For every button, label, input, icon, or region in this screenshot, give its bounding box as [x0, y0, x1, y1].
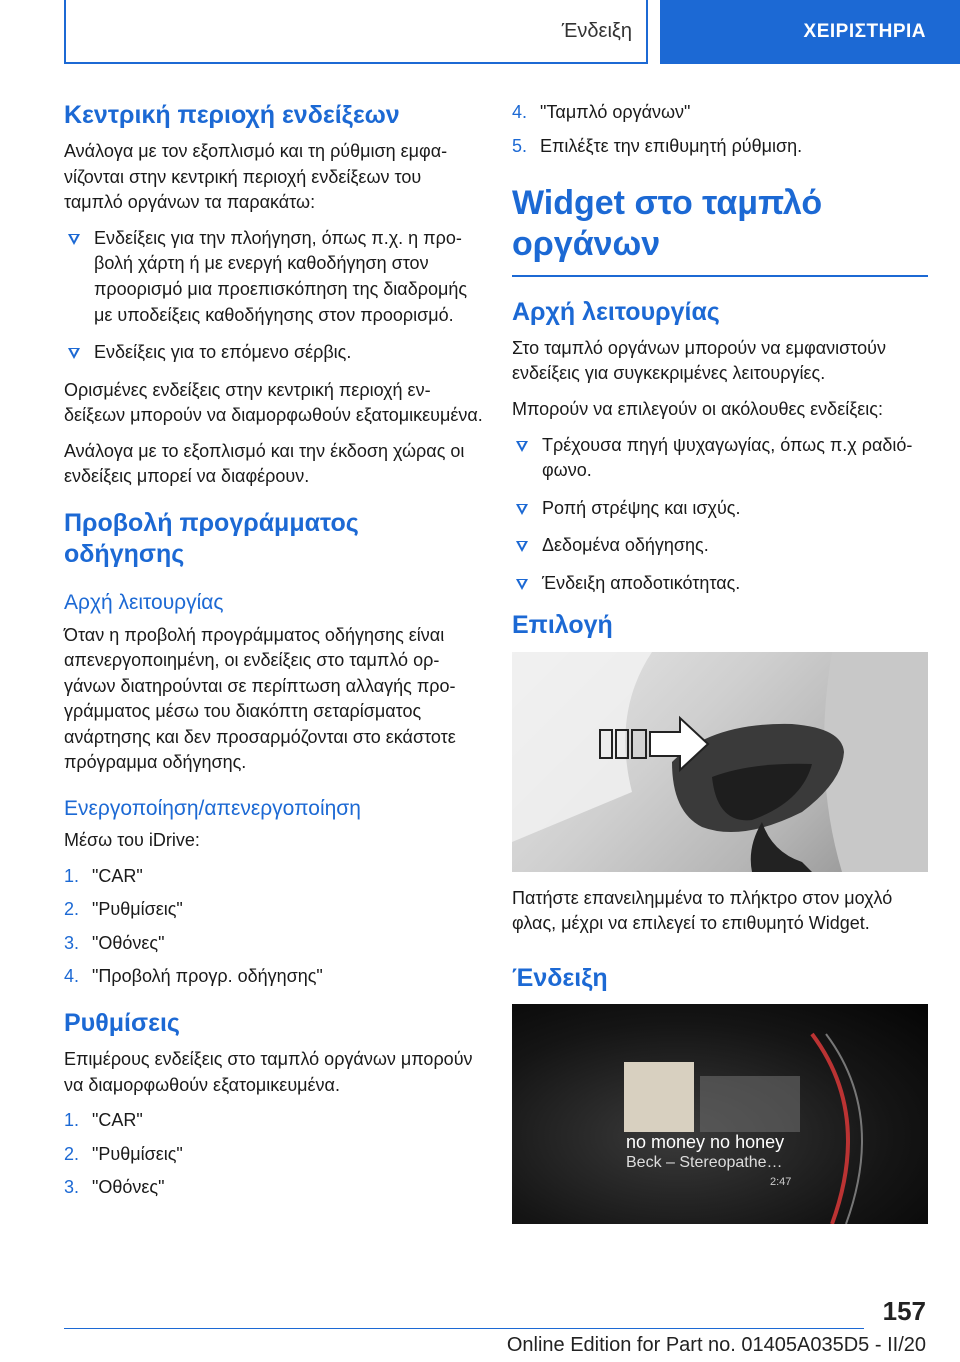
chapter-tab [660, 0, 960, 64]
step-item: 3. "Οθόνες" [64, 932, 165, 953]
cluster-frame [512, 1004, 928, 1224]
step-item: 2. "Ρυθμίσεις" [64, 899, 183, 920]
paragraph: Μπορούν να επιλεγούν οι ακόλουθες ενδείξεις: [512, 399, 883, 420]
step-item: 4. "Ταμπλό οργάνων" [512, 102, 691, 122]
triangle-bullet-icon [68, 234, 80, 245]
paragraph: Ανάλογα με το εξοπλισμό και την έκδοση χώρας οι ενδείξεις μπορεί να διαφέρουν. [64, 440, 465, 487]
step-item: 2. "Ρυθμίσεις" [64, 1143, 183, 1164]
artist-name: Beck – Stereopathe… [626, 1153, 783, 1171]
right-column [512, 100, 928, 1238]
paragraph: Μέσω του iDrive: [64, 830, 200, 851]
bullet-item: Τρέχουσα πηγή ψυχαγωγίας, όπως π.χ ραδιόφωνο. [512, 433, 928, 484]
bullet-list [512, 433, 928, 597]
bullet-item: Ένδειξη αποδοτικότητας. [512, 571, 928, 597]
turn-signal-stalk-image [512, 652, 928, 872]
steps-list [64, 864, 484, 990]
paragraph: Στο ταμπλό οργάνων μπορούν να εμφανιστούν ενδείξεις για συγκεκριμένες λειτουργίες. [512, 337, 886, 384]
step-item: 1. "CAR" [64, 1110, 143, 1131]
section-label: Ένδειξη [561, 19, 632, 42]
steps-list [64, 1108, 484, 1201]
heading-principle: Αρχή λειτουργίας [512, 297, 720, 326]
section-tab [64, 0, 648, 64]
bullet-item: Δεδομένα οδήγησης. [512, 533, 928, 559]
step-item: 1. "CAR" [64, 865, 143, 886]
step-item: 5. Επιλέξτε την επιθυμητή ρύθμιση. [512, 135, 803, 156]
album-cover-art [624, 1062, 694, 1132]
triangle-bullet-icon [516, 504, 528, 515]
left-column [64, 100, 484, 1211]
footer-rule [64, 1328, 864, 1329]
bullet-item: Ροπή στρέψης και ισχύς. [512, 496, 928, 522]
header-bar [0, 0, 960, 66]
page-number: 157 [882, 1296, 926, 1326]
paragraph: Ορισμένες ενδείξεις στην κεντρική περιοχή ενδείξεων μπορούν να διαμορφωθούν εξατομικευμένα. [64, 379, 483, 426]
heading-selection: Επιλογή [512, 611, 613, 640]
bullet-item: Ενδείξεις για το επόμενο σέρβις. [64, 340, 484, 366]
paragraph: Όταν η προβολή προγράμματος οδήγησης είναι απενεργοποιημένη, οι ενδείξεις στο ταμπλό οργάνων διατηρούνται σε περίπτωση αλλαγής προγράμματος μέσω του διακόπτη σεταρίσματος ανάρτησης και δεν προσαρμόζονται στο εκάστοτε πρόγραμμα οδήγησης. [64, 624, 456, 773]
heading-widget: Widget στο ταμπλό οργάνων [512, 184, 823, 263]
heading-central-display: Κεντρική περιοχή ενδείξεων [64, 101, 400, 129]
paragraph: Ανάλογα με τον εξοπλισμό και τη ρύθμιση εμφανίζονται στην κεντρική περιοχή ενδείξεων του ταμπλό οργάνων τα παρακάτω: [64, 141, 448, 213]
step-item: 4. "Προβολή προγρ. οδήγησης" [64, 966, 323, 987]
bullet-item: Ενδείξεις για την πλοήγηση, όπως π.χ. η προβολή χάρτη ή με ενεργή καθοδήγηση στον προορισμό μια προεπισκόπηση της διαδρομής με υποδείξεις καθοδήγησης στον προορισμό. [64, 226, 484, 328]
triangle-bullet-icon [516, 541, 528, 552]
track-time: 2:47 [770, 1175, 792, 1188]
song-title: no money no honey [626, 1131, 785, 1152]
heading-display: Ένδειξη [512, 963, 608, 992]
paragraph: Πατήστε επανειλημμένα το πλήκτρο στον μοχλό φλας, μέχρι να επιλεγεί το επιθυμητό Widget. [512, 887, 893, 934]
instrument-cluster-image [512, 1004, 928, 1224]
triangle-bullet-icon [516, 579, 528, 590]
subheading-activation: Ενεργοποίηση/απενεργοποίηση [64, 796, 361, 820]
heading-rule [512, 275, 928, 277]
steps-list [512, 100, 928, 159]
footer-edition: Online Edition for Part no. 01405A035D5 - II/20 [506, 1334, 926, 1356]
paragraph: Επιμέρους ενδείξεις στο ταμπλό οργάνων μπορούν να διαμορφωθούν εξατομικευμένα. [64, 1049, 473, 1095]
triangle-bullet-icon [68, 348, 80, 359]
chapter-label: ΧΕΙΡΙΣΤΗΡΙΑ [803, 21, 926, 42]
step-item: 3. "Οθόνες" [64, 1177, 165, 1198]
heading-settings: Ρυθμίσεις [64, 1008, 180, 1037]
bullet-list [64, 226, 484, 366]
triangle-bullet-icon [516, 441, 528, 452]
stalk-illustration [512, 652, 928, 872]
subheading-principle: Αρχή λειτουργίας [64, 591, 224, 615]
heading-drive-mode-view: Προβολή προγράμματος οδήγησης [64, 508, 359, 569]
